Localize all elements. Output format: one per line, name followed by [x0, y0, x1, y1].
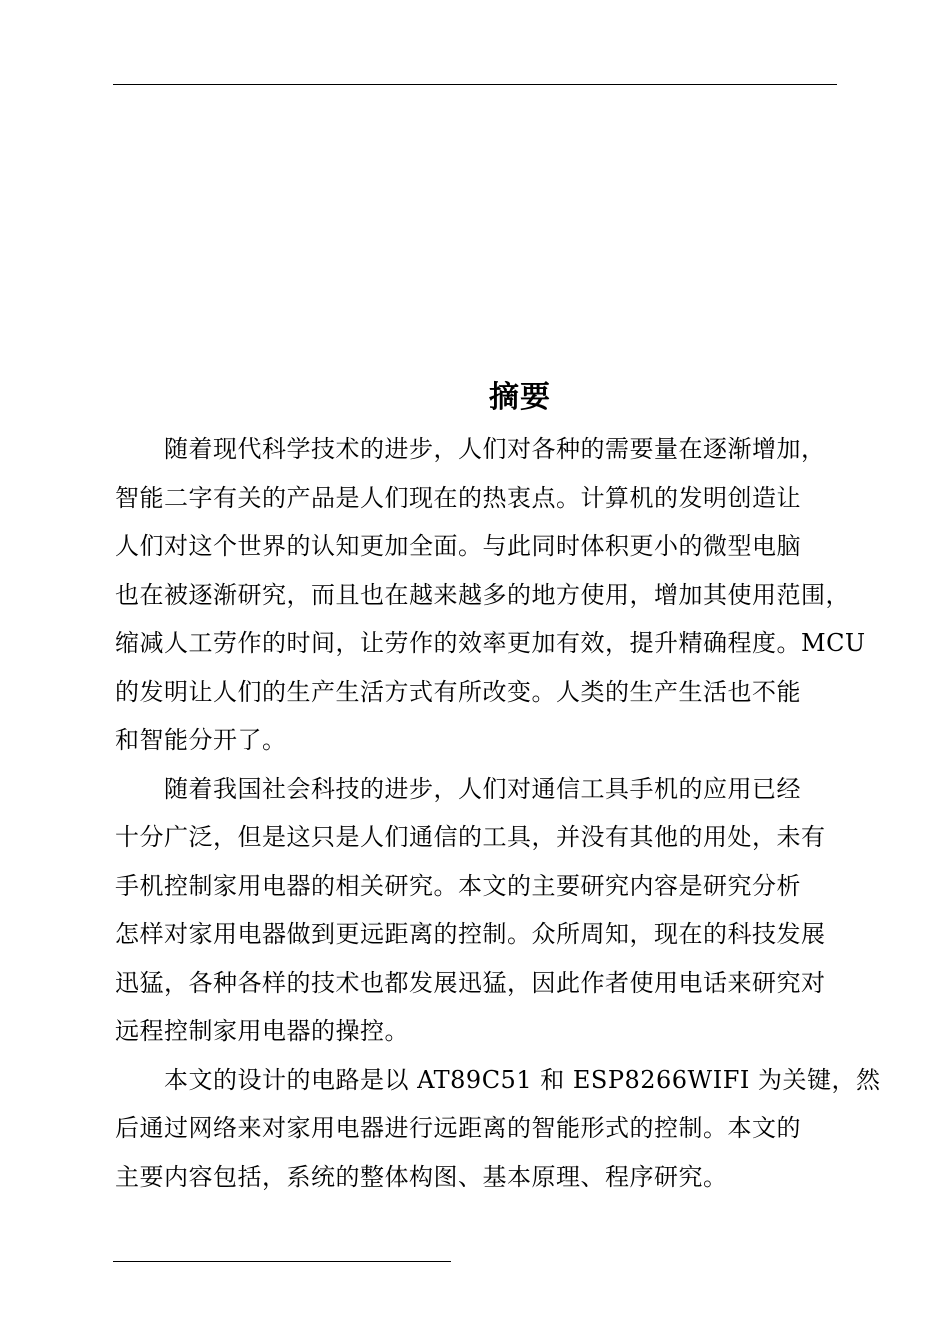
text-line: 怎样对家用电器做到更远距离的控制。众所周知，现在的科技发展: [115, 920, 826, 948]
paragraph-2: [115, 765, 855, 1056]
footnote-rule: [113, 1261, 451, 1262]
text-line: 也在被逐渐研究，而且也在越来越多的地方使用，增加其使用范围，: [115, 580, 850, 609]
abstract-body: [115, 425, 881, 1201]
header-rule: [113, 84, 837, 85]
text-line: 本文的设计的电路是以 AT89C51 和 ESP8266WIFI 为关键，然: [164, 1065, 881, 1094]
page-title: 摘要: [489, 380, 551, 415]
text-line: 随着现代科学技术的进步，人们对各种的需要量在逐渐增加，: [164, 435, 826, 463]
paragraph-3: [115, 1056, 881, 1202]
text-line: 智能二字有关的产品是人们现在的热衷点。计算机的发明创造让: [115, 483, 801, 512]
text-line: 缩减人工劳作的时间，让劳作的效率更加有效，提升精确程度。MCU: [115, 629, 866, 657]
text-line: 人们对这个世界的认知更加全面。与此同时体积更小的微型电脑: [115, 532, 801, 560]
text-line: 迅猛，各种各样的技术也都发展迅猛，因此作者使用电话来研究对: [115, 968, 826, 997]
text-line: 和智能分开了。: [115, 726, 287, 754]
text-line: 随着我国社会科技的进步，人们对通信工具手机的应用已经: [164, 774, 801, 803]
text-line: 远程控制家用电器的操控。: [115, 1017, 409, 1045]
text-line: 后通过网络来对家用电器进行远距离的智能形式的控制。本文的: [115, 1114, 801, 1142]
text-line: 手机控制家用电器的相关研究。本文的主要研究内容是研究分析: [115, 871, 801, 900]
text-line: 十分广泛，但是这只是人们通信的工具，并没有其他的用处，未有: [115, 823, 826, 851]
paragraph-1: [115, 425, 866, 765]
text-line: 的发明让人们的生产生活方式有所改变。人类的生产生活也不能: [115, 677, 801, 706]
text-line: 主要内容包括，系统的整体构图、基本原理、程序研究。: [115, 1162, 728, 1191]
